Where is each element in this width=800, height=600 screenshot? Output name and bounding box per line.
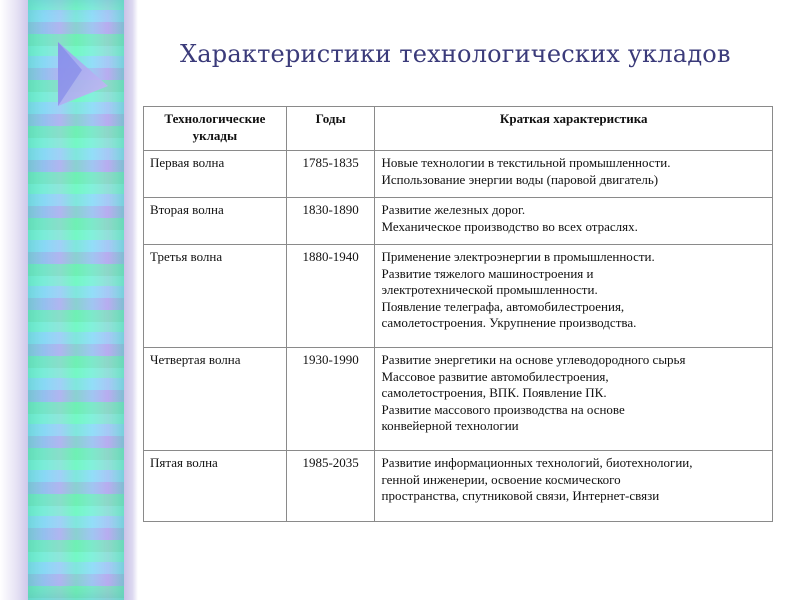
table-row <box>144 245 773 348</box>
description-line: Использование энергии воды (паровой двигатель) <box>381 171 659 187</box>
description-line: Развитие энергетики на основе углеводородного сырья <box>381 352 686 367</box>
description-line: Применение электроэнергии в промышленности. <box>381 249 655 264</box>
wave-description <box>375 151 773 198</box>
header-years: Годы <box>286 107 375 151</box>
description-line: Массовое развитие автомобилестроения, <box>381 368 609 384</box>
wave-name: Третья волна <box>144 245 287 348</box>
wave-description <box>375 348 773 451</box>
table-row <box>144 348 773 451</box>
wave-description <box>375 245 773 348</box>
technological-modes-table <box>143 106 773 522</box>
page-title: Характеристики технологических укладов <box>180 40 731 68</box>
description-line: Развитие информационных технологий, биотехнологии, <box>381 455 693 470</box>
decor-band-shadow-right <box>124 0 138 600</box>
description-line: самолетостроения. Укрупнение производства. <box>381 315 637 330</box>
wave-name: Вторая волна <box>144 198 287 245</box>
header-modes: Технологические уклады <box>144 107 287 151</box>
description-line: Появление телеграфа, автомобилестроения, <box>381 298 625 314</box>
table-row <box>144 151 773 198</box>
wave-years: 1785-1835 <box>286 151 375 198</box>
description-line: конвейерной технологии <box>381 418 519 433</box>
wave-name: Первая волна <box>144 151 287 198</box>
description-line: пространства, спутниковой связи, Интернет-связи <box>381 488 660 503</box>
description-line: электротехнической промышленности. <box>381 282 598 297</box>
description-line: Новые технологии в текстильной промышленности. <box>381 155 671 170</box>
table-row <box>144 451 773 522</box>
wave-years: 1880-1940 <box>286 245 375 348</box>
wave-description <box>375 198 773 245</box>
description-line: Развитие массового производства на основе <box>381 401 625 417</box>
decor-band-shadow-left <box>0 0 28 600</box>
description-line: Развитие тяжелого машиностроения и <box>381 265 594 281</box>
wave-description <box>375 451 773 522</box>
wave-years: 1830-1890 <box>286 198 375 245</box>
wave-name: Пятая волна <box>144 451 287 522</box>
description-line: Механическое производство во всех отраслях. <box>381 218 638 234</box>
wave-years: 1985-2035 <box>286 451 375 522</box>
description-line: самолетостроения, ВПК. Появление ПК. <box>381 385 607 400</box>
table-row <box>144 198 773 245</box>
wave-name: Четвертая волна <box>144 348 287 451</box>
table-header-row <box>144 107 773 151</box>
header-description: Краткая характеристика <box>375 107 773 151</box>
description-line: генной инженерии, освоение космического <box>381 471 621 487</box>
description-line: Развитие железных дорог. <box>381 202 526 217</box>
wave-years: 1930-1990 <box>286 348 375 451</box>
play-arrow-icon <box>52 40 112 110</box>
